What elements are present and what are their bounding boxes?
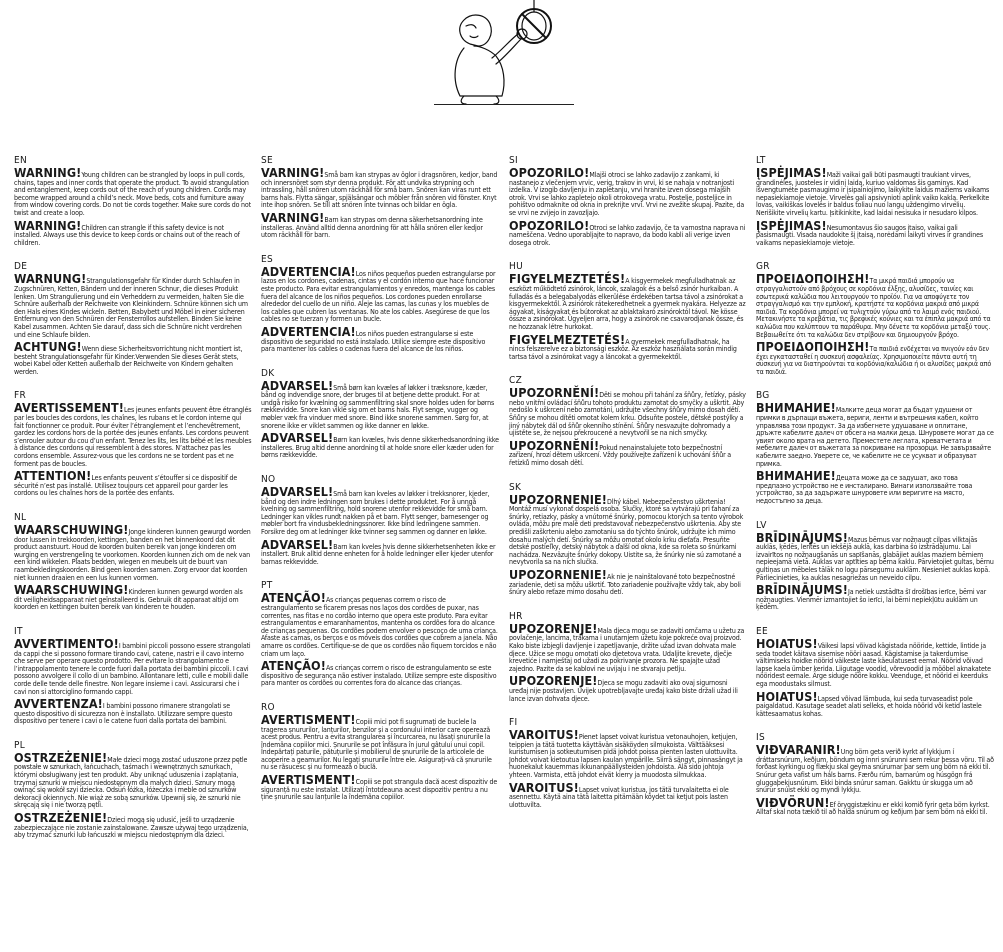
warning-paragraph [756, 742, 994, 795]
language-code: BG [756, 390, 770, 402]
language-code: PL [14, 739, 26, 751]
warning-text: Les jeunes enfants peuvent être étranglés par les boucles des cordons, les chaînes, les rubans et le cordon interne qui fait fonctionner ce produit. Pour éviter l’étranglement et l’enchevêtrement, gardez les cordons hors de la portée des jeunes enfants. Les cordons peuvent s’enrouler autour du cou d’un enfant. Tenez les lits, les lits bébé et les meubles à distance des cordons qui ressemblent à des stores. N’attachez pas les cordons ensemble. Assurez-vous que les cordons ne se tordent pas et ne forment pas de boucles. [14, 406, 252, 468]
language-section-is [756, 732, 994, 831]
warning-text: Barn kan strypas om denna säkerhetsanordning inte installeras. Använd alltid denna anordning för att hålla snören eller kedjor utom räckhåll för barn. [261, 215, 483, 240]
language-code: FR [14, 390, 27, 402]
warning-heading: VIÐVÖRUN! [756, 794, 830, 810]
warning-heading: FIGYELMEZTETÉS! [509, 331, 626, 347]
warning-heading: ATTENTION! [14, 468, 92, 484]
warning-heading: AVVERTIMENTO! [14, 635, 119, 651]
language-section-si [509, 155, 747, 261]
warning-paragraph [756, 339, 994, 376]
warning-heading: ATENÇÃO! [261, 658, 326, 674]
warning-paragraph [14, 582, 252, 612]
language-code: SK [509, 481, 522, 493]
warning-paragraph [261, 590, 499, 658]
warning-text: Децата може да се задушат, ако това предпазно устройство не е инсталирано. Винаги използвайте това устройство, за да задържате шнуровете или веригите на място, недостъпно за деца. [756, 474, 973, 505]
warning-heading: ΠΡΟΕΙΔΟΠΟΙΗΣΗ! [756, 339, 870, 355]
warning-text: Barn kan kveles hvis denne sikkerhetsenheten ikke er installert. Bruk alltid denne enheten for å holde ledninger eller kjeder utenfor barnas rekkevidde. [261, 542, 496, 566]
warning-paragraph [509, 331, 747, 362]
language-code: ES [261, 253, 273, 265]
warning-text: Los niños pueden estrangularse si este dispositivo de seguridad no está instalado. Utilice siempre este dispositivo para mantener los cables o cadenas fuera del alcance de los niños. [261, 329, 486, 354]
warning-paragraph [14, 165, 252, 218]
language-section-de [14, 261, 252, 390]
warning-paragraph [261, 658, 499, 688]
warning-text: As crianças correm o risco de estrangulamento se este dispositivo de segurança não estiver instalado. Utilize sempre este dispositivo para manter os cordões ou correntes fora do alcance das crianças. [261, 664, 497, 688]
language-section-hr [509, 611, 747, 717]
warning-paragraph [756, 165, 994, 218]
warning-text: Ja netiek uzstādīta šī drošības ierīce, bērni var nožņaugties. Vienmēr izmantojiet šo ierīci, lai bērni nepiekļūtu auklām un ķēdēm. [756, 588, 987, 612]
warning-paragraph [14, 635, 252, 696]
language-code: DK [261, 367, 275, 379]
language-section-es [261, 254, 499, 368]
language-section-fr [14, 390, 252, 512]
warning-text: Copiii se pot strangula dacă acest dispozitiv de siguranță nu este instalat. Utilizați întotdeauna acest dispozitiv pentru a nu ține șnururile sau lanțurile la îndemâna copiilor. [261, 778, 498, 802]
language-section-nl [14, 512, 252, 626]
language-code: CZ [509, 375, 523, 387]
language-section-bg [756, 390, 994, 519]
warning-paragraph [14, 400, 252, 468]
warning-heading: OSTRZEŻENIE! [14, 810, 108, 826]
language-code: HU [509, 261, 523, 273]
language-code: SE [261, 155, 273, 166]
warning-paragraph [756, 635, 994, 689]
warning-heading: AVERTISSEMENT! [14, 400, 125, 416]
warning-heading: VAROITUS! [509, 727, 579, 743]
section-gap [509, 472, 747, 482]
section-gap [756, 510, 994, 520]
warning-paragraph [509, 217, 747, 248]
warning-text: Lapset voivat kuristua, jos tätä turvalaitetta ei ole asennettu. Käytä aina tätä laitetta pitämään köydet tai ketjut pois lasten ulottuvilta. [509, 785, 729, 809]
warning-text: Pienet lapset voivat kuristua vetonauhojen, ketjujen, teippien ja tätä tuotetta käyttävän sisäköyden silmukoista. Välttääksesi kuristumisen ja sotkeutumisen pidä johdot poissa pienten lasten ulottuvilta. Johdot voivat kietoutua lapsen kaulan ympärille. Siirrä sängyt, pinnasängyt ja huonekalut kauemmas ikkunanpäällysteiden johdoista. Älä sido johtoja yhteen. Varmista, että johdot eivät kierry ja muodosta silmukkaa. [509, 733, 743, 780]
warning-heading: ACHTUNG! [14, 339, 82, 355]
section-gap [756, 821, 994, 831]
warning-paragraph [509, 491, 747, 567]
section-gap [14, 251, 252, 261]
warning-text: Τα μικρά παιδιά μπορούν να στραγγαλιστούν από βρόχους σε κορδόνια έλξης, αλυσίδες, ταινίες και εσωτερικά καλώδια που λειτουργούν το προϊόν. Για να αποφύγετε τον στραγγαλισμό και την εμπλοκή, κρατήστε τα κορδόνια μακριά από μικρά παιδιά. Τα κορδόνια μπορεί να τυλιχτούν γύρω από το λαιμό ενός παιδιού. Μετακινήστε τα κρεβάτια, τις βρεφικές κούνιες και τα έπιπλα μακριά από τα καλώδια που καλύπτουν τα παράθυρα. Μην δένετε τα κορδόνια μεταξύ τους. Βεβαιωθείτε ότι τα καλώδια δεν στρίβουν και δημιουργούν βρόχο. [756, 277, 991, 339]
section-gap [261, 464, 499, 474]
warning-paragraph [756, 688, 994, 719]
warning-heading: ВНИМАНИЕ! [756, 468, 836, 484]
warning-text: I bambini possono rimanere strangolati se questo dispositivo di sicurezza non è installato. Utilizzare sempre questo dispositivo per tenere i cavi o le catene fuori dalla portata dei bambini. [14, 702, 233, 726]
language-section-it [14, 626, 252, 740]
warning-paragraph [261, 772, 499, 802]
warning-paragraph [756, 217, 994, 248]
language-section-fi [509, 717, 747, 823]
warning-text: Djeca se mogu zadaviti ako ovaj sigurnosni uređaj nije postavljen. Uvijek upotrebljavajte uređaj kako biste držali užad ili lance izvan dohvata djece. [509, 679, 738, 703]
warning-text: Ung börn geta verið kyrkt af lykkjum í dráttarsnúrum, keðjum, böndum og innri snúrunni sem rekur þessa vöru. Til að forðast kyrkingu og flækju skal geyma snúrurnar þar sem ung börn ná ekki til. Snúrur geta vafist um háls barns. Færðu rúm, barnarúm og húsgögn frá gluggaþekjusnúrum. Ekki binda snúrur saman. Gakktu úr skugga um að snúrur snúist ekki og myndi lykkju. [756, 748, 994, 795]
warning-heading: ADVERTENCIA! [261, 323, 356, 339]
warning-paragraph [509, 437, 747, 468]
column-3 [509, 155, 747, 823]
warning-heading: ĮSPĖJIMAS! [756, 165, 827, 180]
warning-paragraph [509, 620, 747, 674]
warning-paragraph [261, 209, 499, 240]
warning-heading: AVVERTENZA! [14, 696, 103, 712]
warning-text: Τα παιδιά ενδέχεται να πνιγούν εάν δεν έχει εγκατασταθεί η συσκευή ασφαλείας. Χρησιμοποιείτε πάντα αυτή τη συσκευή για να διατηρούνται τα κορδόνια/καλώδια ή οι αλυσίδες μακριά από τα παιδιά. [756, 345, 992, 376]
language-section-hu [509, 261, 747, 375]
warning-text: Mlajši otroci se lahko zadavijo z zankami, ki nastanejo z vlečenjem vrvic, verig, trakov in vrvi, ki se nahaja v notranjosti izdelka. V izogib davljenju in zapletanju, vrvi hranite izven dosega mlajših otrok. Vrvi se lahko zapletejo okoli otrokovega vratu. Postelje, posteljice in pohištvo odmaknite od okna in prekrijte vrvi. Vrvi ne zvežite skupaj. Pazite, da se vrvi ne zvijejo in zavozljajo. [509, 171, 745, 217]
language-section-lt [756, 155, 994, 261]
warning-text: Малките деца могат да бъдат удушени от примки в дърпащи въжета, вериги, ленти и вътрешния кабел, който управлява този продукт. За да избегнете удушаване и оплитане, дръжте кабелите далеч от обсега на малки деца. Шнуровете могат да се увият около врата на детето. Преместете леглата, креватчетата и мебелите далеч от въжетата за покриване на прозорци. Не завързвайте кабелите заедно. Уверете се, че кабелите не се усукват и образуват примка. [756, 406, 994, 468]
warning-paragraph [509, 165, 747, 218]
warning-text: Jonge kinderen kunnen gewurgd worden door lussen in trekkoorden, kettingen, banden en het binnenkoord dat dit product aanstuurt. Houd de koorden buiten bereik van jonge kinderen om wurging en verstrengeling te voorkomen. Koorden kunnen zich om de nek van een kind wikkelen. Plaats bedden, wiegen en meubels uit de buurt van raambekledingskoorden. Bind geen koorden samen. Zorg ervoor dat koorden niet kunnen draaien en een lus kunnen vormen. [14, 528, 251, 582]
warning-text: Los niños pequeños pueden estrangularse por lazos en los cordones, cadenas, cintas y el cordón interno que hace funcionar este producto. Para evitar estrangulamientos y enredos, mantenga los cables fuera del alcance de los niños pequeños. Los cordones pueden enrollarse alrededor del cuello de un niño. Aleje las camas, las cunas y los muebles de los cables que cubren las ventanas. No ate los cables. Asegúrese de que los cables no se tuerzan y formen un bucle. [261, 269, 496, 324]
warning-paragraph [509, 271, 747, 331]
warning-paragraph [261, 484, 499, 537]
language-section-pl [14, 740, 252, 854]
warning-heading: WAARSCHUWING! [14, 582, 129, 598]
warning-paragraph [14, 522, 252, 582]
section-gap [261, 806, 499, 816]
section-gap [756, 722, 994, 732]
language-code: GR [756, 261, 770, 273]
warning-heading: ADVARSEL! [261, 430, 334, 446]
warning-paragraph [14, 810, 252, 840]
language-code: IS [756, 732, 765, 744]
language-section-sk [509, 482, 747, 611]
section-gap [509, 813, 747, 823]
warning-text: Ef öryggistækinu er ekki komið fyrir geta börn kyrkst. Alltaf skal nota tækið til að halda snúrum og keðjum þar sem börn ná ekki til. [756, 800, 990, 817]
language-section-se [261, 155, 499, 254]
warning-heading: UPOZORENJE! [509, 620, 598, 636]
warning-paragraph [509, 385, 747, 438]
warning-paragraph [756, 582, 994, 612]
language-code: LT [756, 155, 766, 166]
warning-heading: ATENÇÃO! [261, 590, 326, 606]
warning-heading: ADVARSEL! [261, 377, 334, 393]
language-section-en [14, 155, 252, 261]
warning-heading: ĮSPĖJIMAS! [756, 217, 827, 233]
warning-text: Mala djeca mogu se zadaviti omčama u užetu za povlačenje, lancima, trakama i unutarnjem užetu koje pokreće ovaj proizvod. Kako biste izbjegli davljenje i zapetljavanje, držite užad izvan dohvata male djece. Užice se mogu omotati oko djetetova vrata. Udaljite krevete, dječje krevetiće i namještaj od užadi za pokrivanje prozora. Ne spajajte užad zajedno. Pazite da se kablovi ne uvijaju i ne stvaraju petlju. [509, 626, 745, 673]
warning-paragraph [509, 779, 747, 810]
warning-heading: AVERTISMENT! [261, 772, 356, 788]
warning-heading: OPOZORILO! [509, 165, 590, 180]
warning-paragraph [756, 794, 994, 817]
warning-text: Dzieci mogą się udusić, jeśli to urządzenie zabezpieczające nie zostanie zainstalowane. Zawsze używaj tego urządzenia, aby trzymać sznurki lub łańcuszki w miejscu niedostępnym dla dzieci. [14, 816, 249, 840]
warning-heading: UPOZORNĚNÍ! [509, 437, 600, 453]
warning-paragraph [14, 339, 252, 376]
section-gap [14, 502, 252, 512]
language-section-cz [509, 375, 747, 481]
section-gap [509, 707, 747, 717]
warning-paragraph [509, 566, 747, 597]
warning-text: Otroci se lahko zadavijo, če ta varnostna naprava ni nameščena. Vedno uporabljajte to napravo, da bodo kabli ali verige izven dosega otrok. [509, 223, 746, 247]
language-section-dk [261, 368, 499, 474]
section-gap [14, 616, 252, 626]
warning-heading: OPOZORILO! [509, 217, 590, 233]
language-code: DE [14, 261, 28, 273]
warning-heading: WAARSCHUWING! [14, 522, 129, 537]
warning-paragraph [261, 430, 499, 460]
language-section-pt [261, 580, 499, 702]
warning-heading: WARNING! [14, 165, 82, 180]
warning-text: Små barn kan strypas av öglor i dragsnören, kedjor, band och innersnöret som styr denna produkt. För att undvika strypning och intrassling, håll snören utom räckhåll för små barn. Snören kan viras runt ett barns hals. Flytta sängar, spjälsängar och möbler från snören vid fönster. Knyt inte ihop snören. Se till att snören inte tvinnas och bildar en ögla. [261, 171, 498, 210]
warning-text: Children can strangle if this safety device is not installed. Always use this device to keep cords or chains out of the reach of children. [14, 223, 240, 247]
warning-text: Strangulationsgefahr für Kinder durch Schlaufen in Zugschnüren, Ketten, Bändern und der inneren Schnur, die dieses Produkt lenken. Um Strangulierung und ein Verheddern zu vermeiden, halten Sie die Schnüre außerhalb der Reichweite von Kleinkindern. Schnüre können sich um den Hals eines Kindes wickeln. Betten, Babybett und Möbel in einer sicheren Entfernung von den Schnüren der Fensterrollos aufstellen. Binden Sie keine Kabel zusammen. Achten Sie darauf, dass sich die Schnüre nicht verdrehen und eine Schlaufe bilden. [14, 277, 248, 339]
warning-paragraph [14, 468, 252, 498]
warning-text: Børn kan kvæles, hvis denne sikkerhedsanordning ikke installeres. Brug altid denne anordning til at holde snore eller kæder uden for børns rækkevidde. [261, 436, 499, 460]
language-code: FI [509, 717, 518, 729]
warning-text: Mazus bērnus var nožņaugt cilpas vilktajās auklās, ķēdēs, lentēs un iekšējā auklā, kas darbina šo izstrādājumu. Lai izvairītos no nožņaugšanās un sapīšanās, glabājiet auklas maziem bērniem nepieejamā vietā. Auklas var aptīties ap bērna kaklu. Pārvietojiet gultas, bērnu gultiņas un mēbeles tālāk no logu pārsegumu auklām. Nesieniet auklas kopā. Pārliecinieties, ka auklas nesagriežas un neveido cilpu. [756, 535, 994, 582]
section-gap [261, 692, 499, 702]
warning-heading: WARNING! [14, 217, 82, 233]
language-section-ro [261, 702, 499, 816]
section-gap [261, 570, 499, 580]
warning-text: Små barn kan kveles av løkker i trekksnorer, kjeder, bånd og den indre ledningen som brukes i dette produktet. For å unngå kvelning og sammenfiltring, hold snorene utenfor rekkevidde for små barn. Ledninger kan vikles rundt nakken på et barn. Flytt senger, barnesenger og møbler bort fra vindusbekledningssnorer. Ikke bind ledningene sammen. Forsikre deg om at ledninger ikke tvinner seg sammen og danner en løkke. [261, 490, 490, 536]
section-gap [756, 251, 994, 261]
warning-paragraph [261, 377, 499, 431]
warning-text: Les enfants peuvent s’étouffer si ce dispositif de sécurité n’est pas installé. Utilisez toujours cet appareil pour garder les cordons ou les chaînes hors de la portée des enfants. [14, 474, 238, 498]
warning-text: Dlhý kábel. Nebezpečenstvo uškrtenia! Montáž musí vykonať dospelá osoba. Slučky, ktoré sa vytvárajú pri ťahaní za šnúrky, retiazky, pásky a vnútorné šnúrky, pomocou ktorých sa tento výrobok ovláda, môžu pre malé deti predstavovať nebezpečenstvo uškrtenia. Aby ste predišli zaškrteniu alebo zamotaniu sa do týchto šnúrok, udržujte ich mimo dosahu malých detí. Šnúrky sa môžu omotať okolo krku dieťaťa. Presuňte detské postieľky, detský nábytok a ďalší od okna, kde sa roleta so šnúrkami nachádza. Nezväzujte šnúrky dokopy. Uistite sa, že šnúrky nie sú zamotané a nevytvorila sa na nich slučka. [509, 497, 744, 567]
warning-heading: AVERTISMENT! [261, 711, 356, 727]
language-code: EN [14, 155, 28, 166]
warning-heading: HOIATUS! [756, 635, 818, 651]
warning-heading: VIÐVARANIR! [756, 742, 841, 758]
language-code: RO [261, 701, 275, 713]
warning-heading: OSTRZEŻENIE! [14, 749, 108, 765]
warning-paragraph [14, 749, 252, 810]
language-code: NO [261, 474, 276, 486]
section-gap [14, 844, 252, 854]
warning-text: Lapsed võivad lämbuda, kui seda turvaseadist pole paigaldatud. Kasutage seadet alati selleks, et hoida nöörid või ketid lastele kättesaamatus kohas. [756, 694, 982, 718]
language-section-ee [756, 626, 994, 732]
warning-heading: BRĪDINĀJUMS! [756, 582, 848, 598]
column-4 [756, 155, 994, 831]
warning-paragraph [14, 217, 252, 248]
column-1 [14, 155, 252, 854]
warning-text: Nesumontavus šio saugos įtaiso, vaikai gali pasismaugti. Visada naudokite šį įtaisą, norėdami laikyti virves ir grandines vaikams nepasiekiamoje vietoje. [756, 223, 984, 247]
warning-paragraph [261, 711, 499, 772]
warning-paragraph [756, 468, 994, 505]
warning-heading: ADVARSEL! [261, 536, 334, 552]
warning-heading: VAROITUS! [509, 779, 579, 795]
warning-heading: BRĪDINĀJUMS! [756, 529, 848, 545]
warning-text: Kinderen kunnen gewurgd worden als dit veiligheidsapparaat niet geïnstalleerd is. Gebruik dit apparaat altijd om koorden en kettingen buiten bereik van kinderen te houden. [14, 588, 243, 612]
warning-heading: UPOZORNENIE! [509, 566, 608, 582]
warning-heading: UPOZORENJE! [509, 673, 598, 689]
warning-paragraph [756, 271, 994, 339]
warning-paragraph [509, 727, 747, 780]
warning-text: Young children can be strangled by loops in pull cords, chains, tapes and inner cords that operate the product. To avoid strangulation and entanglement, keep cords out of the reach of young children. Cords may become wrapped around a child’s neck. Move beds, cots and furniture away from window covering cords. Do not tie cords together. Make sure cords do not twist and create a loop. [14, 171, 252, 217]
warning-paragraph [261, 536, 499, 567]
warning-text: Pokud nenainstalujete toto bezpečnostní zařízení, hrozí dětem uškrcení. Vždy používejte zařízení k uchování šňůr a řetízků mimo dosah dětí. [509, 443, 732, 468]
section-gap [14, 730, 252, 740]
warning-paragraph [509, 673, 747, 703]
warning-text: As crianças pequenas correm o risco de estrangulamento se ficarem presas nos laços dos cordões de puxar, nas correntes, nas fitas e no cordão interno que opera este produto. Para evitar estrangulamentos e emaranhamentos, mantenha os cordões fora do alcance de crianças pequenas. Os cordões podem envolver o pescoço de uma criança. Afaste as camas, os berços e os móveis dos cordões que cobrem a janela. Não amarre os cordões. Certifique-se de que os cordões não fiquem torcidos e não criam um laço. [261, 596, 498, 658]
warning-heading: ВНИМАНИЕ! [756, 400, 836, 416]
language-code: SI [509, 155, 518, 166]
warning-paragraph [14, 271, 252, 339]
warning-heading: HOIATUS! [756, 688, 818, 704]
warning-paragraph [14, 696, 252, 726]
warning-text: I bambini piccoli possono essere strangolati da cappi che si possono formare tirando cavi, catene, nastri e il cavo interno che serve per operare questo prodotto. Per evitare lo strangolamento e l’intrappolamento tenere le corde fuori dalla portata dei bambini piccoli. I cavi possono avvolgere il collo di un bambino. Allontanare letti, culle e mobili dalle corde delle tende delle finestre. Non legare insieme i cavi. Assicurarsi che i cavi non si attorciglino formando cappi. [14, 641, 251, 696]
section-gap [14, 380, 252, 390]
language-code: NL [14, 512, 27, 523]
section-gap [509, 601, 747, 611]
language-code: IT [14, 625, 23, 637]
warning-heading: ΠΡΟΕΙΔΟΠΟΙΗΣΗ! [756, 271, 870, 287]
warning-text: Små børn kan kvæles af løkker i træksnore, kæder, bånd og indvendige snore, der bruges til at betjene dette produkt. For at undgå risiko for kvælning og sammenfiltring skal snore holdes uden for børns rækkevidde. Snore kan vikle sig om et barns hals. Flyt senge, vugger og møbler væk fra vinduer med snore. Bind ikke snorene sammen. Sørg for, at snorene ikke er viklet sammen og ikke danner en løkke. [261, 383, 495, 430]
warning-heading: UPOZORNENIE! [509, 491, 608, 507]
warning-text: A kisgyermekek megfulladhatnak az eszközt működtető zsinórok, láncok, szalagok és a belső zsinór hurkaiban. A fulladás és a belegabalyodás elkerülése érdekében tartsa távol a zsinórokat a kisgyermekektől. A zsinórok rátekeredhetnek a gyermek nyakára. Helyezze az ágyakat, kiságyakat és bútorokat az ablaktakaró zsinóroktól távol. Ne kösse össze a zsinórokat. Ügyeljen arra, hogy a zsinórok ne csavarodjanak össze, és ne hozzanak létre hurkokat. [509, 277, 746, 331]
warning-text: Małe dzieci mogą zostać uduszone przez pętle powstałe w sznurkach, łańcuchach, taśmach i wewnętrznych sznurkach, którymi obsługiwany jest ten produkt. Aby uniknąć uduszenia i zaplątania, trzymaj sznurki w miejscu niedostępnym dla małych dzieci. Sznury mogą owinąć się wokół szyi dziecka. Odsuń łóżka, łóżeczka i meble od sznurków dekoracji okiennych. Nie wiąż ze sobą sznurków. Upewnij się, że sznurki nie skręcają się i nie tworzą pętli. [14, 755, 248, 810]
section-gap [756, 380, 994, 390]
section-gap [261, 358, 499, 368]
warning-text: Děti se mohou při tahání za šňůry, řetízky, pásky nebo vnitřní ovládací šňůru tohoto produktu zamotat do smyčky a uškrtit. Aby nedošlo k uškrcení nebo zamotání, udržujte všechny šňůry mimo dosah dětí. Šňůry se mohou dítěti omotat kolem krku. Odsuňte postele, dětské postýlky a jiný nábytek dál od šňůr okenního stínění. Šňůry nesvazujte dohromady a ujistěte se, že nejsou překroucené a nevytvořil se na nich smyčky. [509, 391, 746, 438]
warning-paragraph [756, 529, 994, 583]
warning-heading: VARNING! [261, 209, 325, 225]
warning-text: Wenn diese Sicherheitsvorrichtung nicht montiert ist, besteht Strangulationsgefahr für Kinder.Verwenden Sie dieses Gerät stets, wobei Kabel oder Ketten außerhalb der Reichweite von Kindern gehalten werden. [14, 345, 243, 376]
warning-text: Maži vaikai gali būti pasmaugti traukiant virves, grandinėles, juosteles ir vidinį laidą, kuriuo valdomas šis gaminys. Kad išvengtumėte pasmaugimo ir įsipainiojimo, laikykite laidus mažiems vaikams nepasiekiamoje vietoje. Virvelės gali apsivynioti aplink vaiko kaklą. Perkelkite lovas, vaikiškas lovelės ir baldus toliau nuo langų uždengimo virvelių. Nerišikite virvelių kartu. Įsitikinkite, kad laidai nesisuka ir nesudaro kilpos. [756, 171, 990, 217]
warning-paragraph [261, 323, 499, 354]
warning-paragraph [261, 165, 499, 210]
language-section-gr [756, 261, 994, 390]
language-code: LV [756, 519, 767, 531]
section-gap [756, 616, 994, 626]
language-section-no [261, 474, 499, 580]
warning-heading: VARNING! [261, 165, 325, 180]
language-code: PT [261, 580, 273, 592]
language-code: HR [509, 610, 523, 622]
warning-paragraph [756, 400, 994, 468]
warning-text: Väikesi lapsi võivad kägistada nööride, kettide, lintide ja seda toodet käitava sisemise nööri aasad. Kägistamise ja takerdumise vältimiseks hoidke nöörid väikeste laste käeulatusest eemal. Nöörid võivad lapse kaela ümber kerida. Liigutage voodid, võrevoodid ja mööbel aknakatete nööridest eemale. Ärge siduge nööre kokku. Veenduge, et nöörid ei keerduks ega moodustaks silmust. [756, 641, 991, 688]
warning-text: Ak nie je nainštalované toto bezpečnostné zariadenie, deti sa môžu uškrtiť. Toto zariadenie používajte vždy tak, aby boli šnúry alebo reťaze mimo dosahu detí. [509, 572, 741, 597]
section-gap [509, 365, 747, 375]
section-gap [261, 244, 499, 254]
language-section-lv [756, 520, 994, 626]
warning-heading: FIGYELMEZTETÉS! [509, 271, 626, 287]
language-code: EE [756, 625, 768, 637]
warning-heading: ADVARSEL! [261, 484, 334, 500]
warning-text: A gyermekek megfulladhatnak, ha nincs felszerelve ez a biztonsági eszköz. Az eszköz használata során mindig tartsa távol a zsinórokat vagy a láncokat a gyermekektől. [509, 337, 737, 361]
warning-heading: ADVERTENCIA! [261, 263, 356, 279]
warning-paragraph [261, 263, 499, 324]
column-2 [261, 155, 499, 816]
section-gap [509, 251, 747, 261]
warning-heading: WARNUNG! [14, 271, 87, 287]
warning-text: Copiii mici pot fi sugrumați de buclele la tragerea șnururilor, lanțurilor, benzilor și a cordonului interior care operează acest produs. Pentru a evita strangularea și încurcarea, nu lăsați șnururile la îndemâna copiilor mici. Șnururile se pot înfășura în jurul gâtului unui copil. Îndepărtați paturile, pătuțurile și mobilierul de șnururile de la articolele de acoperire a geamurilor. Nu legați șnururile între ele. Asigurați-vă că șnururile nu se răsucesc și nu formează o buclă. [261, 717, 492, 772]
illustration-baseline [434, 104, 574, 105]
warning-heading: UPOZORNĚNÍ! [509, 385, 600, 401]
child-strangulation-warning-illustration [430, 0, 580, 110]
